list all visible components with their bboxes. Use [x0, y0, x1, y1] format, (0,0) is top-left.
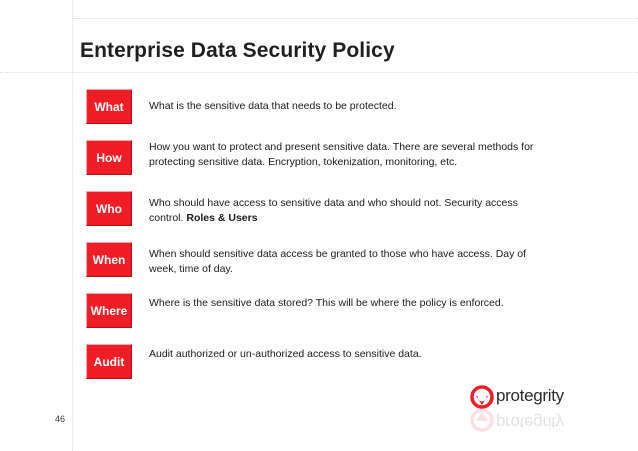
- tag-when: When: [86, 242, 132, 277]
- top-guide-line: [72, 18, 638, 20]
- description-audit: Audit authorized or un-authorized access to sensitive data.: [149, 348, 422, 360]
- page-number: 46: [55, 414, 66, 424]
- logo-reflection: [470, 406, 610, 432]
- description-who-emphasis: Roles & Users: [186, 212, 258, 224]
- tag-where: Where: [86, 293, 132, 328]
- logo-wordmark-reflection: protegrity: [496, 413, 564, 432]
- description-where: Where is the sensitive data stored? This will be where the policy is enforced.: [149, 297, 504, 309]
- tag-what: What: [86, 89, 132, 124]
- tag-who: Who: [86, 191, 132, 226]
- page-title: Enterprise Data Security Policy: [80, 39, 395, 62]
- description-who-text: Who should have access to sensitive data and who should not. Security access control.: [149, 197, 518, 224]
- description-when: When should sensitive data access be granted to those who have access. Day of week, time of day.: [149, 248, 527, 275]
- logo-wordmark: protegrity: [496, 386, 564, 405]
- tag-audit: Audit: [86, 344, 132, 379]
- protegrity-logo-icon-reflection: [470, 403, 494, 432]
- description-how: How you want to protect and present sensitive data. There are several methods for protecting sensitive data. Encryption, tokenization, monitoring, etc.: [149, 141, 534, 168]
- title-guide-line: [0, 72, 638, 74]
- tag-how: How: [86, 140, 132, 175]
- description-who: [149, 196, 539, 226]
- description-what: What is the sensitive data that needs to be protected.: [149, 100, 397, 112]
- protegrity-logo: [470, 380, 610, 440]
- left-guide-line: [72, 0, 74, 451]
